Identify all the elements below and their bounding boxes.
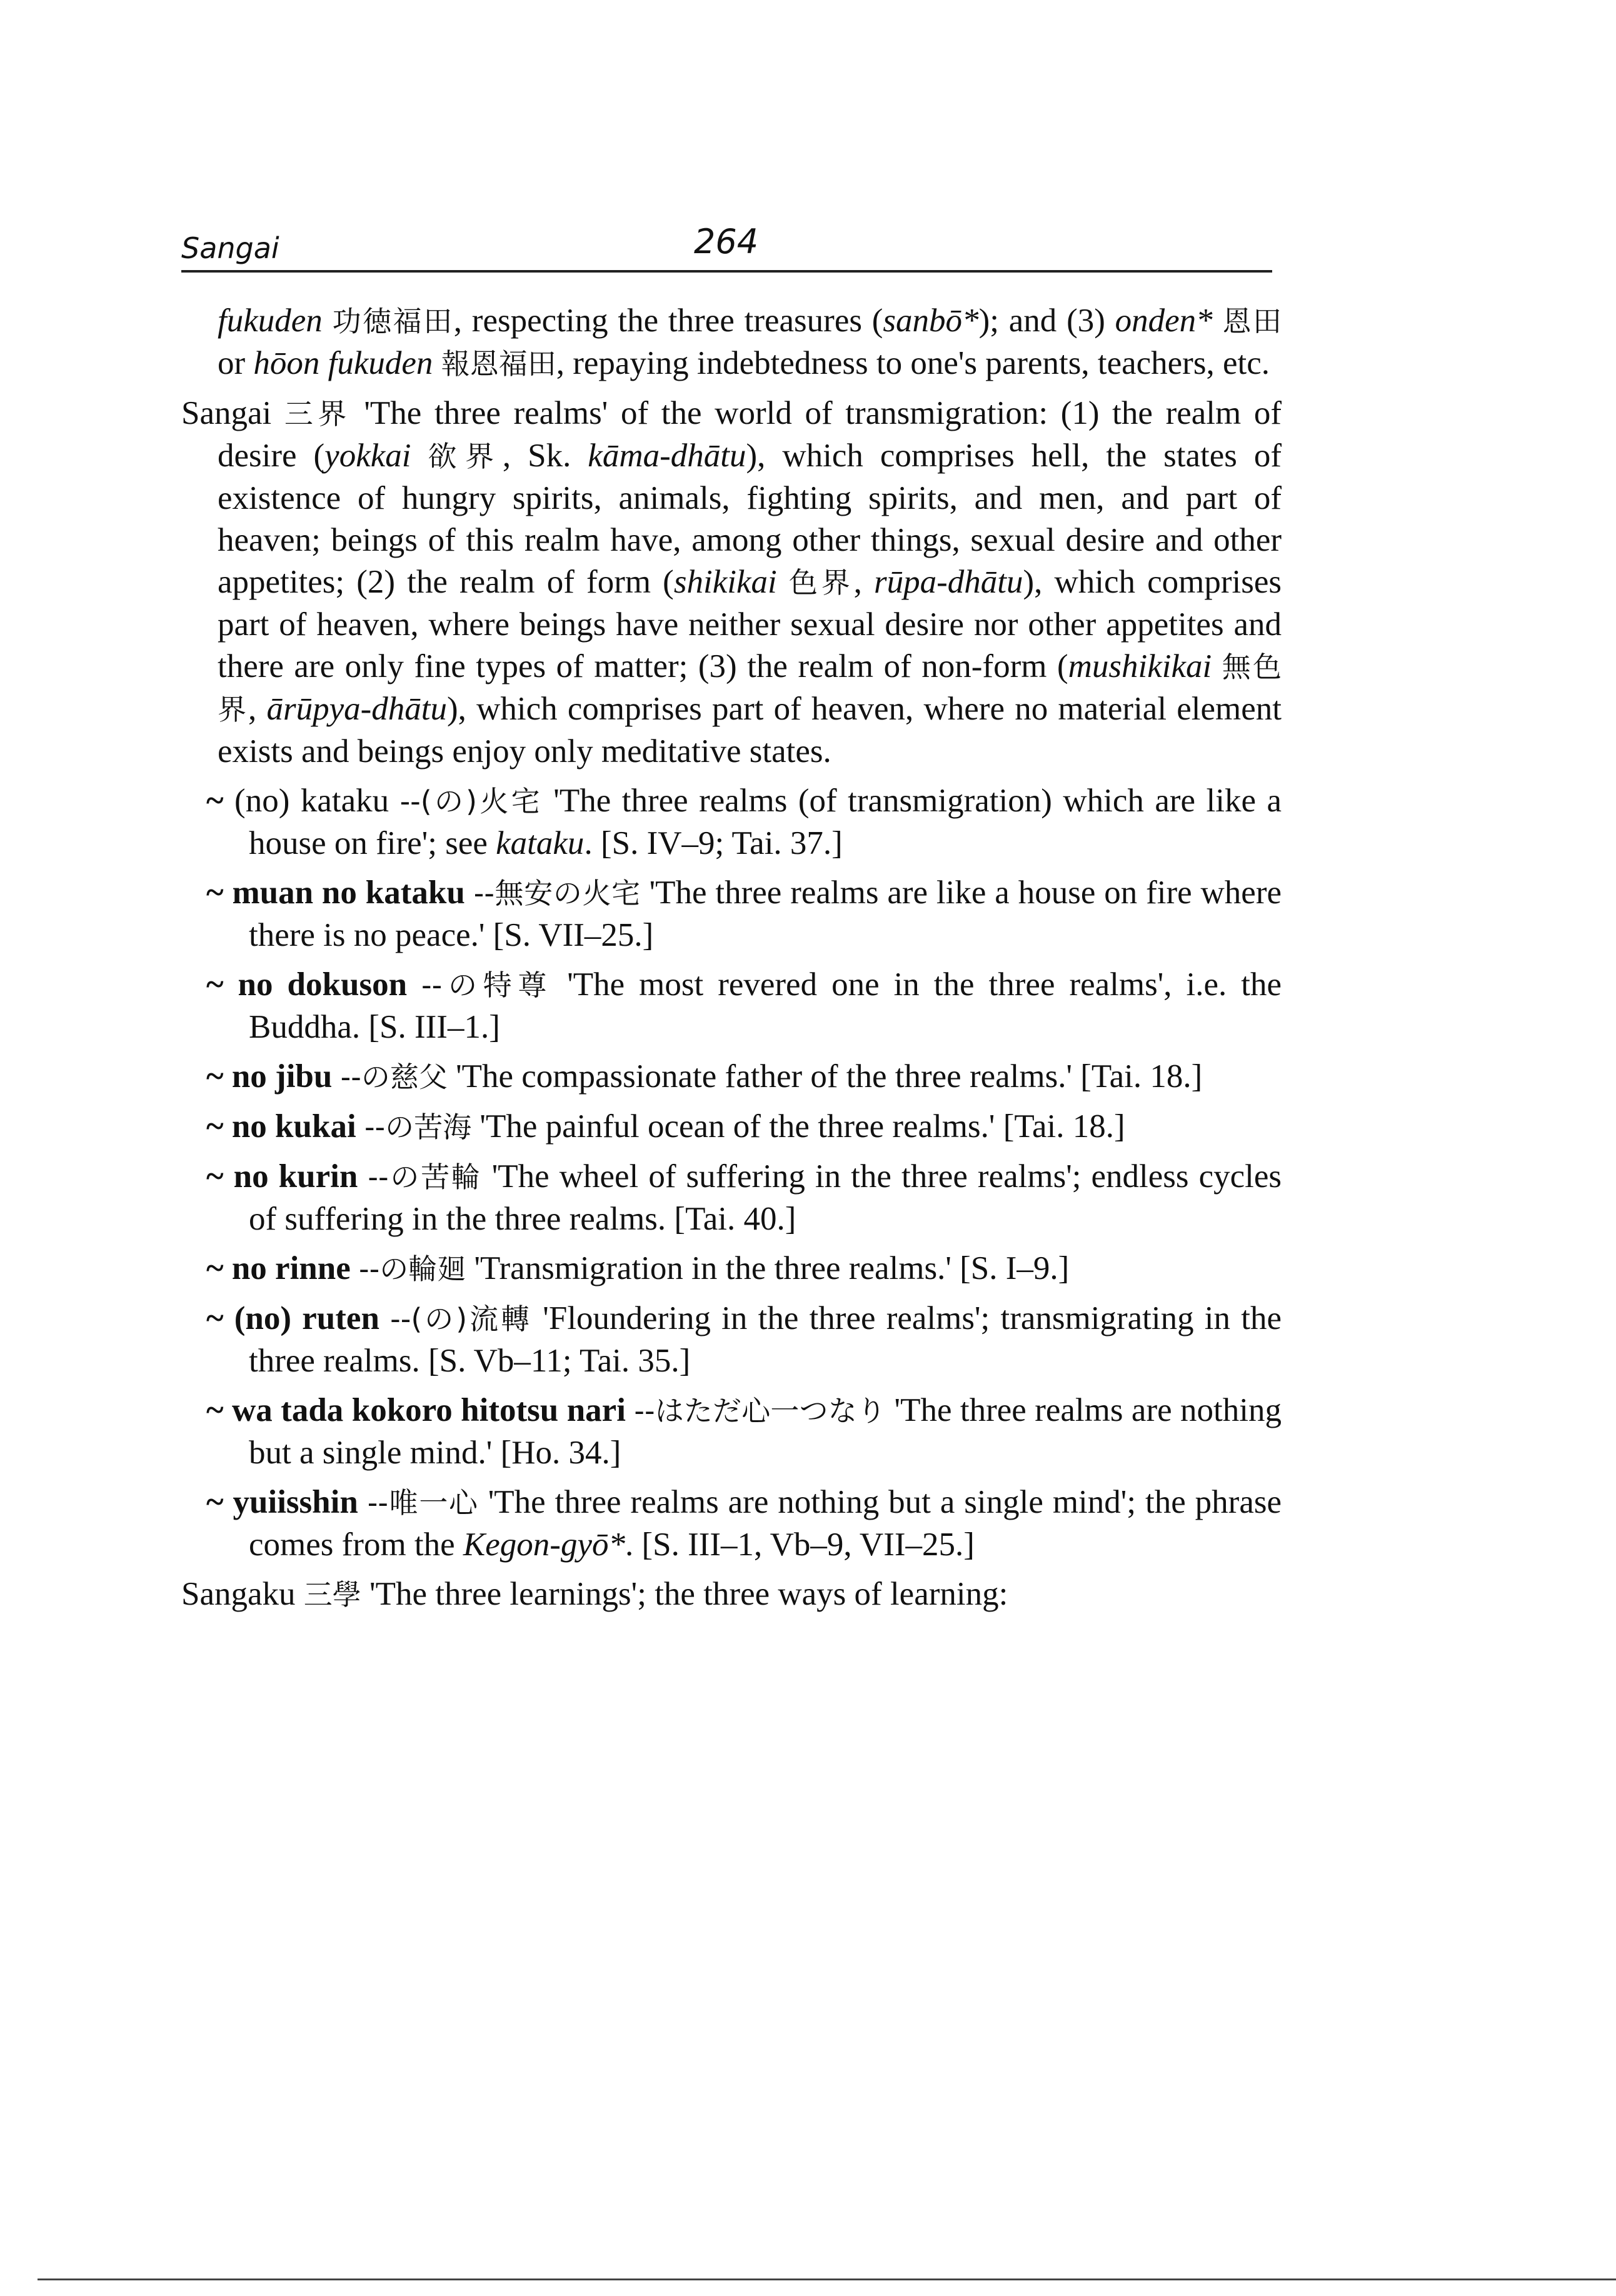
definition-text: , repaying indebtedness to one's parents, teachers, etc. (556, 345, 1270, 381)
gloss: 'Floundering in the three realms'; transmigrating in the three realms. [S. Vb–11; Tai. 35.] (249, 1300, 1282, 1379)
kanji: --(の)流轉 (390, 1302, 533, 1336)
subentry (206, 1248, 1282, 1290)
definition-text: ), which comprises hell, the states of existence of hungry spirits, animals, fighting spirits, and men, and part of heaven; beings of this realm have, among other things, sexual desire and other appetites; (2) the realm of form ( (218, 438, 1282, 600)
header-rule (181, 270, 1272, 273)
cross-reference: kataku (496, 825, 585, 861)
page-body (181, 300, 1282, 1623)
definition-text: , respecting the three treasures ( (453, 303, 883, 339)
definition-text: , (248, 691, 267, 727)
kanji: --はただ心一つなり (634, 1394, 886, 1428)
gloss: 'The three realms are nothing but a single mind.' [Ho. 34.] (249, 1392, 1282, 1471)
kanji: --の苦海 (364, 1110, 472, 1144)
gloss: 'Transmigration in the three realms.' [S. I–9.] (466, 1250, 1070, 1286)
subentry-term: wa tada kokoro hitotsu nari (223, 1392, 635, 1428)
kanji: 報恩福田 (441, 347, 556, 381)
tilde-mark: ~ (206, 783, 224, 819)
term: yokkai (324, 438, 411, 474)
tilde-mark: ~ (206, 1392, 224, 1428)
cross-reference: Kegon-gyō* (463, 1526, 625, 1563)
gloss: 'The three realms are nothing but a single mind'; the phrase comes from the (249, 1484, 1282, 1563)
entry-headword: Sangaku (181, 1576, 296, 1612)
kanji: 無色界 (218, 650, 1282, 726)
gloss: 'The three realms are like a house on fire where there is no peace.' [S. VII–25.] (249, 875, 1282, 953)
kanji: --唯一心 (367, 1486, 479, 1520)
tilde-mark: ~ (206, 1484, 224, 1520)
subentry (206, 1056, 1282, 1098)
kanji: --(の)火宅 (399, 785, 543, 818)
subentry (206, 1106, 1282, 1148)
entry-sangai (181, 393, 1282, 773)
subentry-term: no rinne (223, 1250, 359, 1286)
page-number: 264 (694, 222, 759, 261)
term: onden* (1115, 303, 1213, 339)
subentry-term: no kurin (223, 1158, 368, 1195)
tilde-mark: ~ (206, 966, 224, 1003)
kanji: 欲界 (428, 439, 503, 473)
term: hōon fukuden (253, 345, 433, 381)
source-reference: . [S. IV–9; Tai. 37.] (584, 825, 843, 861)
gloss: 'The painful ocean of the three realms.' [Tai. 18.] (471, 1108, 1125, 1145)
kanji: 功徳福田 (332, 304, 454, 338)
definition-text: 'The three realms' of the world of transmigration: (1) the realm of desire ( (218, 395, 1282, 474)
continued-entry (181, 300, 1282, 385)
term: fukuden (218, 303, 323, 339)
kanji: 三學 (303, 1578, 361, 1612)
subentry-term: yuiisshin (223, 1484, 368, 1520)
subentry-term: no jibu (223, 1058, 341, 1095)
entry-headword: Sangai (181, 395, 272, 431)
subentry (206, 872, 1282, 956)
kanji: --の特尊 (421, 968, 553, 1002)
subentry-term: (no) ruten (223, 1300, 391, 1336)
subentry (206, 1390, 1282, 1474)
definition-text: 'The three learnings'; the three ways of learning: (361, 1576, 1008, 1612)
definition-text: (3) (1066, 303, 1115, 339)
kanji: --の輪廻 (359, 1252, 466, 1286)
kanji: 色界 (788, 566, 854, 599)
subentry (206, 780, 1282, 865)
definition-text: ), which comprises part of heaven, where beings have neither sexual desire nor other appetites and there are only fine types of matter; (3) the realm of non-form ( (218, 564, 1282, 684)
definition-text: , Sk. (502, 438, 588, 474)
kanji: --の慈父 (340, 1060, 448, 1094)
kanji: 恩田 (1222, 304, 1282, 338)
sanskrit-term: rūpa-dhātu (873, 564, 1023, 600)
subentry-term: no dokuson (223, 966, 422, 1003)
definition-text: ); and (978, 303, 1057, 339)
kanji: --の苦輪 (368, 1160, 482, 1194)
definition-text: , (853, 564, 874, 600)
tilde-mark: ~ (206, 875, 224, 911)
sanskrit-term: ārūpya-dhātu (266, 691, 447, 727)
subentry (206, 1481, 1282, 1566)
subentry (206, 1298, 1282, 1382)
tilde-mark: ~ (206, 1300, 224, 1336)
subentry-term: (no) kataku (223, 783, 400, 819)
subentry (206, 1156, 1282, 1240)
cross-reference: sanbō* (883, 303, 979, 339)
term: mushikikai (1068, 648, 1212, 684)
term: shikikai (673, 564, 777, 600)
definition-text: or (218, 345, 254, 381)
subentry-term: no kukai (223, 1108, 364, 1145)
gloss: 'The three realms (of transmigration) which are like a house on fire'; see (249, 783, 1282, 861)
kanji: --無安の火宅 (473, 876, 641, 910)
subentry (206, 964, 1282, 1048)
tilde-mark: ~ (206, 1250, 224, 1286)
gloss: 'The wheel of suffering in the three realms'; endless cycles of suffering in the three realms. [Tai. 40.] (249, 1158, 1282, 1237)
tilde-mark: ~ (206, 1108, 224, 1145)
running-head: Sangai (181, 231, 279, 265)
gloss: 'The most revered one in the three realms', i.e. the Buddha. [S. III–1.] (249, 966, 1282, 1045)
subentry-term: muan no kataku (223, 875, 474, 911)
source-reference: . [S. III–1, Vb–9, VII–25.] (625, 1526, 975, 1563)
sanskrit-term: kāma-dhātu (588, 438, 746, 474)
kanji: 三界 (284, 397, 351, 431)
tilde-mark: ~ (206, 1158, 224, 1195)
entry-sangaku (181, 1573, 1282, 1616)
tilde-mark: ~ (206, 1058, 224, 1095)
bottom-rule (38, 2278, 1616, 2280)
definition-text: ), which comprises part of heaven, where no material element exists and beings enjoy only meditative states. (218, 691, 1282, 770)
gloss: 'The compassionate father of the three realms.' [Tai. 18.] (447, 1058, 1203, 1095)
